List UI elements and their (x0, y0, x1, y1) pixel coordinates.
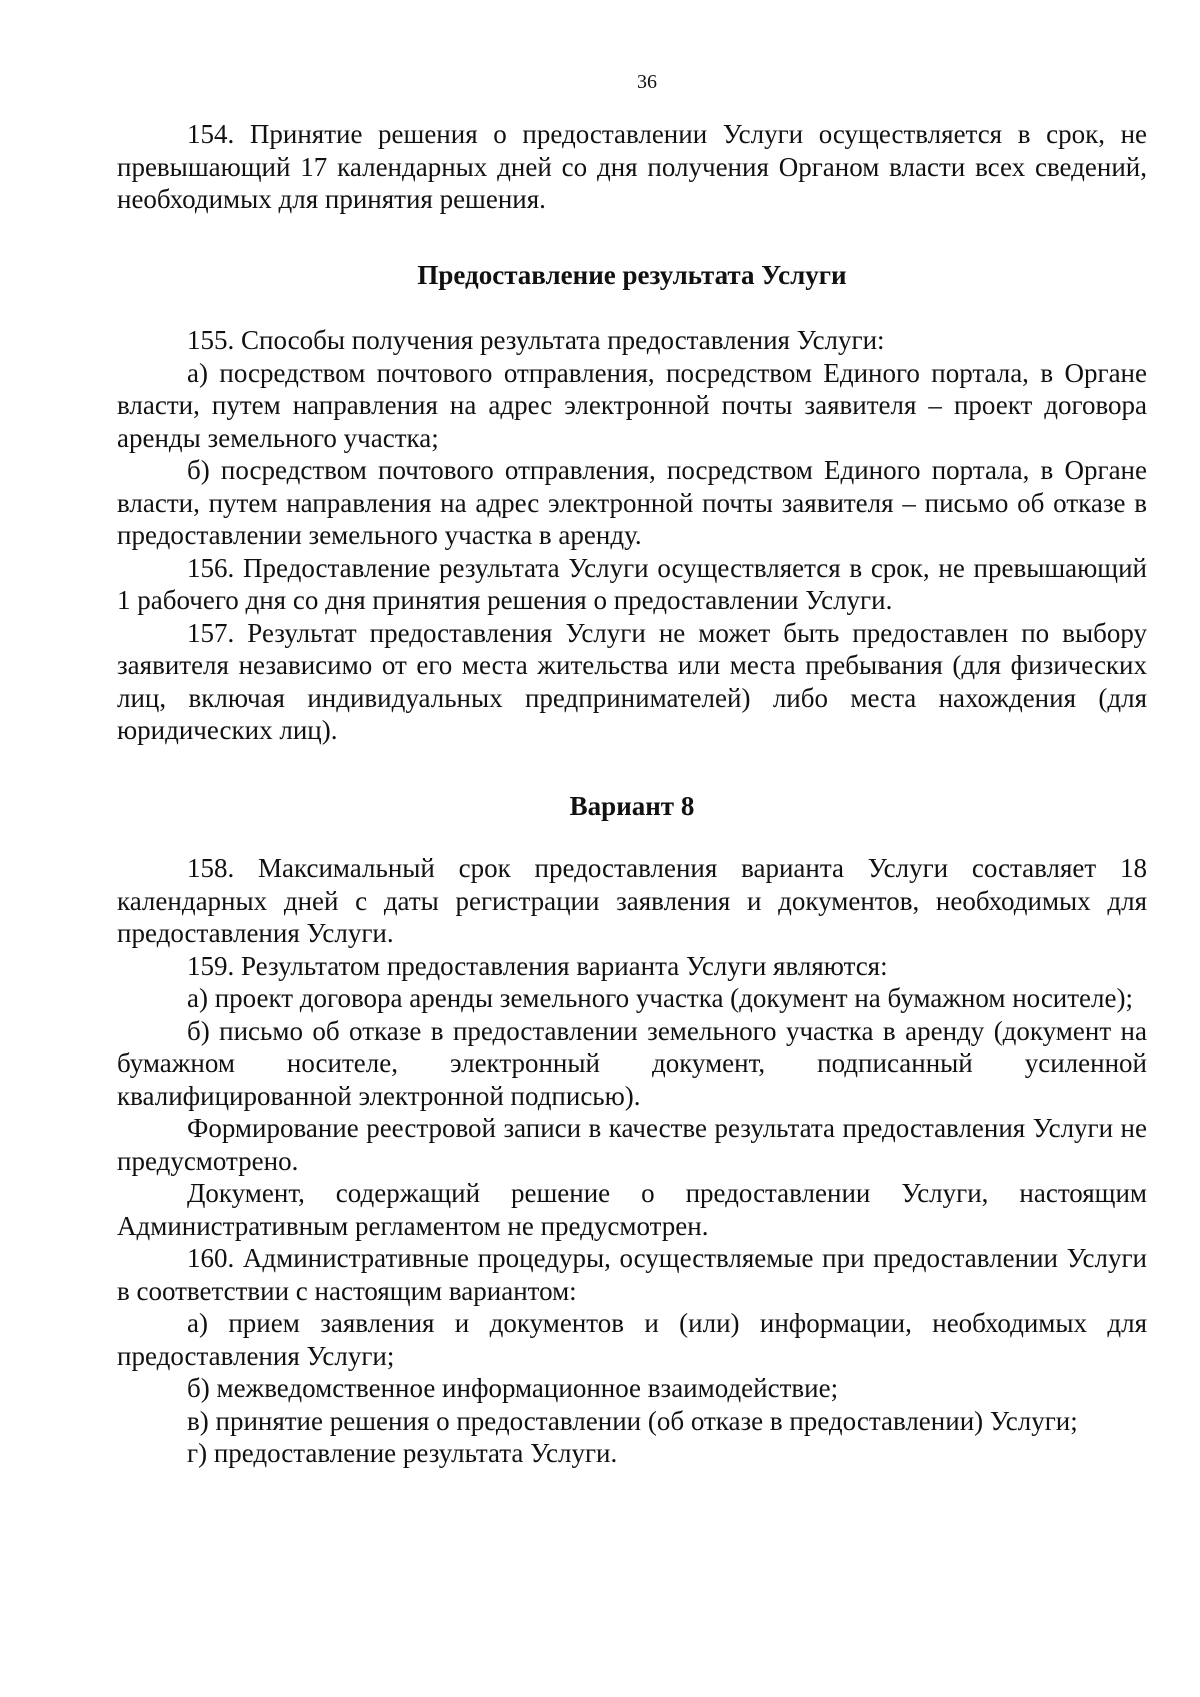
paragraph-159-a: а) проект договора аренды земельного участка (документ на бумажном носителе); (187, 983, 1133, 1013)
paragraph-159: 159. Результатом предоставления варианта Услуги являются: (187, 950, 888, 981)
paragraph-160-a: а) прием заявления и документов и (или) информации, необходимых для предоставления Услуги; (117, 1308, 1147, 1371)
paragraph-157: 157. Результат предоставления Услуги не может быть предоставлен по выбору заявителя независимо от его места жительства или места пребывания (для физических лиц, включая индивидуальных предпринимателей) либо места нахождения (для юридических лиц). (117, 617, 1147, 745)
paragraph-156: 156. Предоставление результата Услуги осуществляется в срок, не превышающий 1 рабочего дня со дня принятия решения о предоставлении Услуги. (117, 552, 1147, 615)
section-heading-result: Предоставление результата Услуги (417, 259, 847, 290)
paragraph-159-b: б) письмо об отказе в предоставлении земельного участка в аренду (документ на бумажном носителе, электронный документ, подписанный усиленной квалифицированной электронной подписью). (117, 1015, 1147, 1111)
paragraph-160-d: г) предоставление результата Услуги. (187, 1438, 618, 1468)
paragraph-159-c: Формирование реестровой записи в качестве результата предоставления Услуги не предусмотрено. (117, 1113, 1147, 1176)
paragraph-155-b: б) посредством почтового отправления, посредством Единого портала, в Органе власти, путем направления на адрес электронной почты заявителя – письмо об отказе в предоставлении земельного участка в аренду. (117, 455, 1147, 550)
paragraph-154: 154. Принятие решения о предоставлении Услуги осуществляется в срок, не превышающий 17 календарных дней со дня получения Органом власти всех сведений, необходимых для принятия решения. (117, 119, 1147, 214)
paragraph-158: 158. Максимальный срок предоставления варианта Услуги составляет 18 календарных дней с даты регистрации заявления и документов, необходимых для предоставления Услуги. (117, 853, 1147, 948)
paragraph-160: 160. Административные процедуры, осуществляемые при предоставлении Услуги в соответствии с настоящим вариантом: (117, 1243, 1147, 1306)
page-number: 36 (637, 71, 657, 93)
paragraph-159-d: Документ, содержащий решение о предоставлении Услуги, настоящим Административным регламентом не предусмотрен. (117, 1178, 1147, 1241)
paragraph-155: 155. Способы получения результата предоставления Услуги: (187, 325, 885, 355)
paragraph-160-b: б) межведомственное информационное взаимодействие; (187, 1373, 839, 1403)
paragraph-155-a: а) посредством почтового отправления, посредством Единого портала, в Органе власти, путем направления на адрес электронной почты заявителя – проект договора аренды земельного участка; (117, 357, 1147, 453)
paragraph-160-c: в) принятие решения о предоставлении (об отказе в предоставлении) Услуги; (187, 1405, 1078, 1436)
section-heading-variant-8: Вариант 8 (569, 790, 695, 821)
